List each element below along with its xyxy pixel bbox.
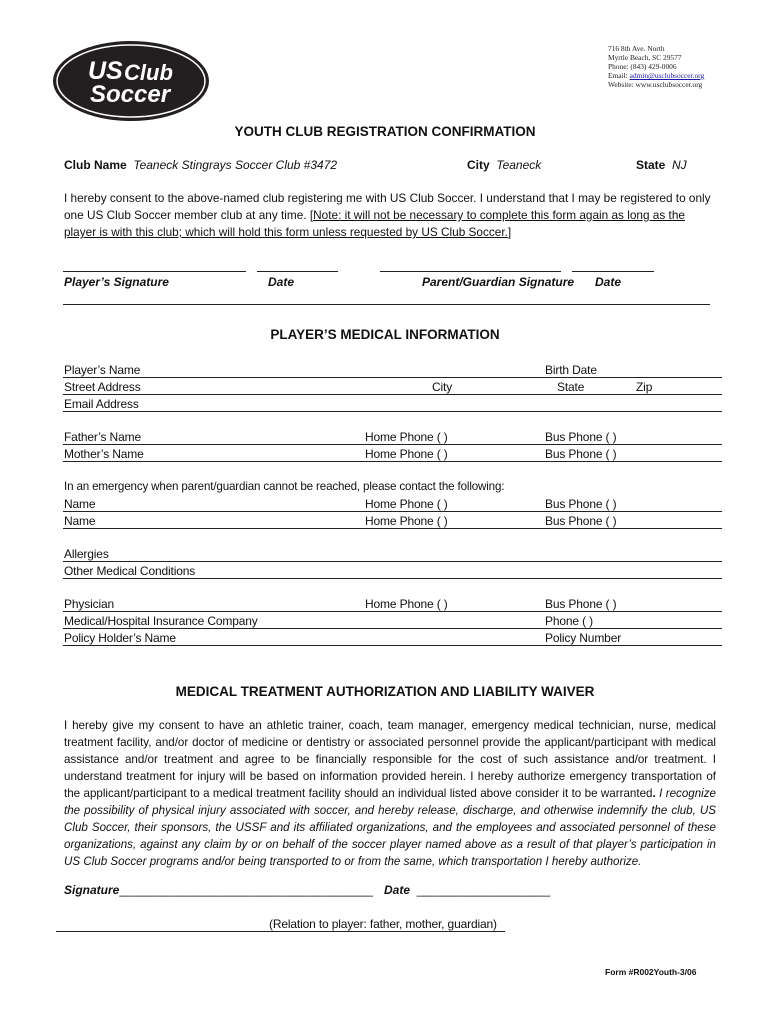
medical-title: PLAYER’S MEDICAL INFORMATION — [270, 327, 500, 342]
date2-label: Date — [595, 275, 622, 289]
parent-signature-line[interactable] — [380, 271, 561, 272]
state-value[interactable]: NJ — [672, 158, 687, 172]
email-label: Email: — [608, 71, 630, 80]
mother-field[interactable] — [63, 461, 722, 462]
parent-signature-label: Parent/Guardian Signature — [422, 275, 575, 289]
waiver-signature-label: Signature — [64, 883, 120, 897]
policy-field[interactable] — [63, 645, 722, 646]
waiver-title: MEDICAL TREATMENT AUTHORIZATION AND LIABILITY WAIVER — [175, 684, 595, 699]
street-label: Street Address — [64, 380, 141, 394]
waiver-date-row — [384, 883, 550, 897]
physician-home-phone: Home Phone ( ) — [365, 597, 448, 611]
address-street: 716 8th Ave. North — [608, 44, 665, 53]
date1-label: Date — [268, 275, 295, 289]
waiver-signature-line[interactable]: ______________________________________ — [119, 883, 373, 897]
city-label: City — [467, 158, 490, 172]
player-signature-line[interactable] — [63, 271, 246, 272]
state-row — [636, 158, 687, 172]
physician-field[interactable] — [63, 611, 722, 612]
mother-bus-phone: Bus Phone ( ) — [545, 447, 617, 461]
other-conditions-field[interactable] — [63, 578, 722, 579]
player-signature-label: Player’s Signature — [64, 275, 169, 289]
insurance-phone: Phone ( ) — [545, 614, 594, 628]
emergency1-bus-phone: Bus Phone ( ) — [545, 497, 617, 511]
consent-text: I hereby consent to the above-named club registering me with US Club Soccer. I understand that I may be registered to only one US Club Soccer member club at any time. — [64, 191, 711, 222]
address-email-row — [608, 71, 704, 80]
relation-line[interactable] — [56, 931, 505, 932]
state-field-label: State — [557, 380, 585, 394]
insurance-field[interactable] — [63, 628, 722, 629]
father-label: Father’s Name — [64, 430, 141, 444]
address-city: Myrtle Beach, SC 29577 — [608, 53, 682, 62]
emergency2-name-label: Name — [64, 514, 96, 528]
email-field[interactable] — [63, 411, 722, 412]
waiver-date-label: Date — [384, 883, 411, 897]
city-value[interactable]: Teaneck — [496, 158, 542, 172]
date2-line[interactable] — [572, 271, 654, 272]
address-website: Website: www.usclubsoccer.org — [608, 80, 703, 89]
father-field[interactable] — [63, 444, 722, 445]
physician-label: Physician — [64, 597, 115, 611]
emergency-intro: In an emergency when parent/guardian cannot be reached, please contact the following: — [64, 480, 505, 493]
waiver-consent: I hereby give my consent to have an athletic trainer, coach, team manager, emergency medical technician, nurse, medical treatment facility, and/or doctor of medicine or dentistry or associated personnel provide the applicant/participant with medical assistance and/or treatment and agree to be financially responsible for the cost of such assistance and/or treatment. I understand treatment for injury will be based on information provided herein. I hereby authorize emergency transportation of the applicant/participant to a medical treatment facility should an individual listed above consider it to be warranted — [64, 719, 716, 800]
waiver-dot: . — [652, 787, 656, 800]
player-name-field[interactable] — [63, 377, 722, 378]
mother-home-phone: Home Phone ( ) — [365, 447, 448, 461]
club-name-row — [64, 158, 337, 172]
relation-text: (Relation to player: father, mother, guardian) — [269, 917, 497, 931]
father-bus-phone: Bus Phone ( ) — [545, 430, 617, 444]
allergies-label: Allergies — [64, 547, 109, 561]
father-home-phone: Home Phone ( ) — [365, 430, 448, 444]
consent-note: [Note: it will not be necessary to complete this form again as long as the player is with this club; which will hold this form unless requested by US Club Soccer. — [64, 208, 685, 239]
waiver-signature-row — [64, 883, 373, 897]
emergency2-home-phone: Home Phone ( ) — [365, 514, 448, 528]
address-block — [608, 44, 704, 89]
logo-soccer: Soccer — [90, 81, 171, 108]
waiver-release: I recognize the possibility of physical injury associated with soccer, and hereby release, discharge, and otherwise indemnify the club, US Club Soccer, their sponsors, the USSF and its affiliated organizations, and the employees and associated personnel of these organizations, against any claim by or on behalf of the soccer player named above as a result of that player’s participation in US Club Soccer programs and/or being transported to or from the same, which transportation I hereby authorize. — [64, 787, 717, 868]
club-name-value[interactable]: Teaneck Stingrays Soccer Club #3472 — [133, 158, 338, 172]
city-row — [467, 158, 541, 172]
zip-label: Zip — [636, 380, 653, 394]
policy-number-label: Policy Number — [545, 631, 622, 645]
street-field[interactable] — [63, 394, 722, 395]
city-field-label: City — [432, 380, 453, 394]
player-name-label: Player’s Name — [64, 363, 141, 377]
emergency2-bus-phone: Bus Phone ( ) — [545, 514, 617, 528]
waiver-paragraph — [64, 717, 716, 870]
emergency2-field[interactable] — [63, 528, 722, 529]
form-id: Form #R002Youth-3/06 — [605, 967, 697, 977]
page-title: YOUTH CLUB REGISTRATION CONFIRMATION — [234, 124, 536, 139]
email-link[interactable]: admin@usclubsoccer.org — [629, 71, 705, 80]
other-conditions-label: Other Medical Conditions — [64, 564, 196, 578]
state-label: State — [636, 158, 666, 172]
insurance-label: Medical/Hospital Insurance Company — [64, 614, 258, 628]
date1-line[interactable] — [257, 271, 338, 272]
emergency1-field[interactable] — [63, 511, 722, 512]
birth-date-label: Birth Date — [545, 363, 597, 377]
club-name-label: Club Name — [64, 158, 127, 172]
mother-label: Mother’s Name — [64, 447, 144, 461]
logo-club: Club — [124, 60, 173, 85]
email-field-label: Email Address — [64, 397, 139, 411]
policy-holder-label: Policy Holder’s Name — [64, 631, 176, 645]
physician-bus-phone: Bus Phone ( ) — [545, 597, 617, 611]
allergies-field[interactable] — [63, 561, 722, 562]
address-phone: Phone: (843) 429-0006 — [608, 62, 677, 71]
emergency1-name-label: Name — [64, 497, 96, 511]
emergency1-home-phone: Home Phone ( ) — [365, 497, 448, 511]
consent-end: ] — [507, 225, 512, 239]
logo-us: US — [88, 57, 123, 85]
consent-paragraph — [64, 190, 720, 241]
waiver-date-line[interactable]: ____________________ — [416, 883, 551, 897]
us-club-soccer-logo — [52, 40, 210, 122]
section-divider — [63, 304, 710, 305]
